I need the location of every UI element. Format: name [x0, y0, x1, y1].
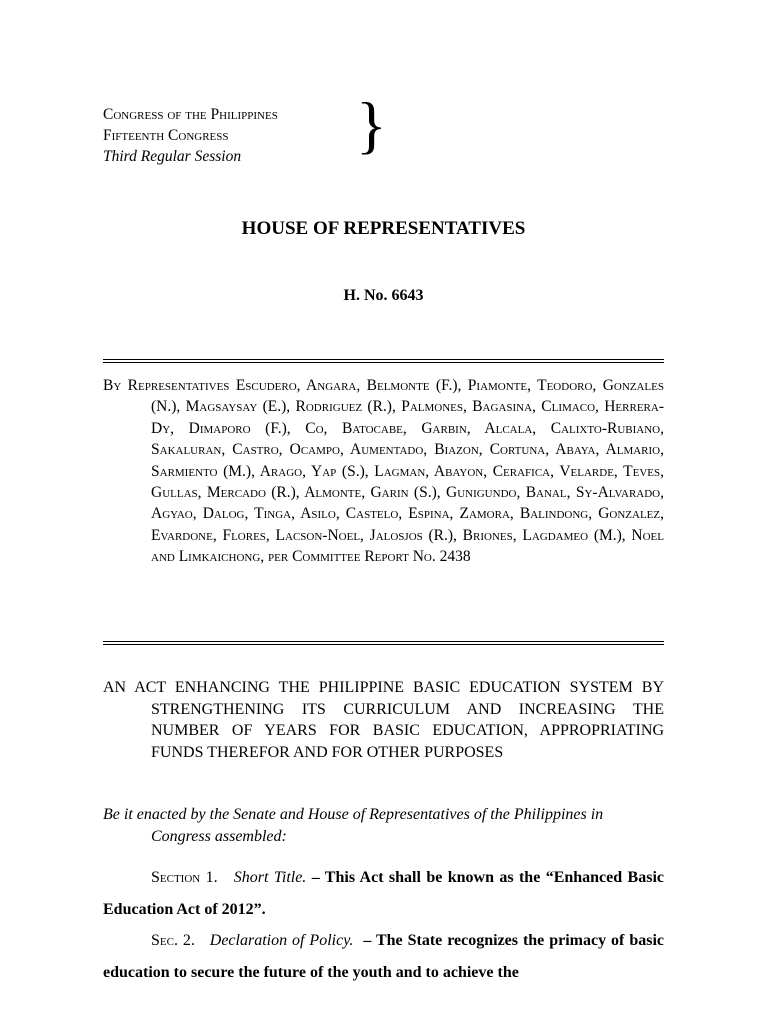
section-1: [103, 862, 664, 926]
section-label: Section 1.: [151, 869, 218, 886]
top-double-rule: [103, 359, 664, 363]
section-title: Declaration of Policy.: [209, 932, 354, 949]
act-title: AN ACT ENHANCING THE PHILIPPINE BASIC EDUCATION SYSTEM BY STRENGTHENING ITS CURRICULUM AND INCREASING THE NUMBER OF YEARS FOR BASIC EDUCATION, APPROPRIATING FUNDS THEREFOR AND FOR OTHER PURPOSES: [103, 679, 664, 761]
authors-paragraph: By Representatives Escudero, Angara, Belmonte (F.), Piamonte, Teodoro, Gonzales (N.), Magsaysay (E.), Rodriguez (R.), Palmones, Bagasina, Climaco, Herrera-Dy, Dimaporo (F.), Co, Batocabe, Garbin, Alcala, Calixto-Rubiano, Sakaluran, Castro, Ocampo, Aumentado, Biazon, Cortuna, Abaya, Almario, Sarmiento (M.), Arago, Yap (S.), Lagman, Abayon, Cerafica, Velarde, Teves, Gullas, Mercado (R.), Almonte, Garin (S.), Gunigundo, Banal, Sy-Alvarado, Agyao, Dalog, Tinga, Asilo, Castelo, Espina, Zamora, Balindong, Gonzalez, Evardone, Flores, Lacson-Noel, Jalosjos (R.), Briones, Lagdameo (M.), Noel and Limkaichong, per Committee Report No. 2438: [103, 377, 664, 566]
congress-number: Fifteenth Congress: [103, 127, 229, 144]
session-label: Third Regular Session: [103, 148, 242, 165]
section-label: Sec. 2.: [151, 932, 195, 949]
document-page: [103, 0, 664, 1024]
bottom-double-rule: [103, 641, 664, 645]
brace-symbol: }: [356, 89, 387, 160]
section-2: [103, 925, 664, 989]
bill-number: H. No. 6643: [343, 287, 424, 304]
section-title: Short Title.: [233, 869, 307, 886]
section-body: – The State recognizes the primacy of basic education to secure the future of the youth and to achieve the: [103, 932, 665, 981]
house-title: HOUSE OF REPRESENTATIVES: [241, 218, 526, 239]
congress-name: Congress of the Philippines: [103, 106, 278, 123]
enacting-clause: Be it enacted by the Senate and House of Representatives of the Philippines in Congress assembled:: [103, 806, 604, 845]
section-body: – This Act shall be known as the “Enhanced Basic Education Act of 2012”.: [103, 869, 664, 918]
